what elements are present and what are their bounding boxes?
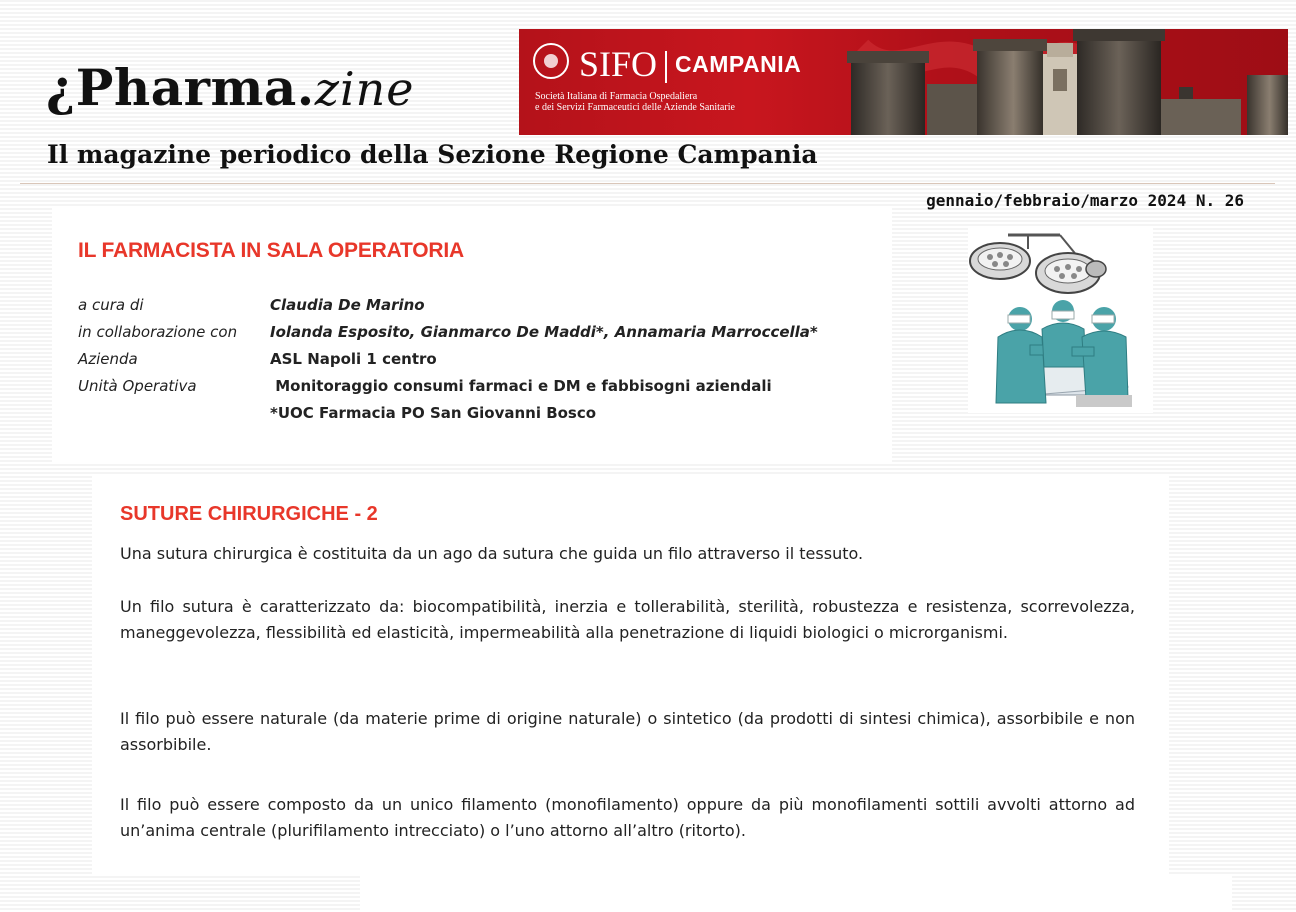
credit-label: Unità Operativa — [78, 377, 197, 395]
credit-value: *UOC Farmacia PO San Giovanni Bosco — [270, 404, 597, 422]
magazine-tagline: Il magazine periodico della Sezione Regione Campania — [47, 140, 818, 169]
banner-subtitle — [535, 91, 735, 113]
credit-label: in collaborazione con — [78, 323, 238, 341]
credit-value: Monitoraggio consumi farmaci e DM e fabbisogni aziendali — [270, 377, 772, 395]
sifo-seal-icon — [533, 43, 569, 79]
credit-value: Claudia De Marino — [270, 296, 425, 314]
credit-label: Azienda — [78, 350, 138, 368]
article-paragraph: Una sutura chirurgica è costituita da un ago da sutura che guida un filo attraverso il tessuto. — [120, 544, 864, 563]
article-paragraph: Il filo può essere naturale (da materie prime di origine naturale) o sintetico (da prodotti di sintesi chimica), assorbibile e non assorbibile. — [120, 709, 1135, 754]
header-divider — [20, 183, 1275, 184]
banner-subtitle-line-2: e dei Servizi Farmaceutici delle Aziende Sanitarie — [535, 102, 735, 113]
article-paragraph: Un filo sutura è caratterizzato da: biocompatibilità, inerzia e tollerabilità, sterilità, robustezza e resistenza, scorrevolezza, maneggevolezza, flessibilità ed elasticità, impermeabilità alla penetrazione di liquidi biologici o microrganismi. — [120, 597, 1135, 642]
banner-divider — [665, 51, 667, 83]
article-title: SUTURE CHIRURGICHE - 2 — [120, 503, 378, 525]
section-title: IL FARMACISTA IN SALA OPERATORIA — [78, 239, 464, 262]
article-credits-card — [52, 207, 892, 462]
surgery-clipart-icon — [968, 227, 1153, 413]
castle-illustration — [819, 29, 1288, 135]
page-footer-area — [360, 876, 1232, 912]
credit-value: ASL Napoli 1 centro — [270, 350, 437, 368]
credit-label: a cura di — [78, 296, 144, 314]
issue-date: gennaio/febbraio/marzo 2024 N. 26 — [926, 191, 1244, 210]
surgery-clipart — [968, 227, 1153, 413]
logo-main: ¿Pharma. — [46, 58, 315, 117]
banner-region: CAMPANIA — [675, 51, 802, 77]
banner-brand: SIFO — [579, 44, 658, 84]
credit-value: Iolanda Esposito, Gianmarco De Maddi*, Annamaria Marroccella* — [270, 323, 818, 341]
article-paragraph: Il filo può essere composto da un unico filamento (monofilamento) oppure da più monofilamenti sottili avvolti attorno ad un’anima centrale (plurifilamento intrecciato) o l’uno attorno all’altro (ritorto). — [120, 795, 1135, 840]
sifo-campania-banner — [519, 29, 1288, 135]
magazine-logo — [46, 58, 415, 117]
banner-subtitle-line-1: Società Italiana di Farmacia Ospedaliera — [535, 91, 698, 102]
article-body-card — [92, 474, 1169, 876]
logo-script: zine — [314, 62, 415, 116]
